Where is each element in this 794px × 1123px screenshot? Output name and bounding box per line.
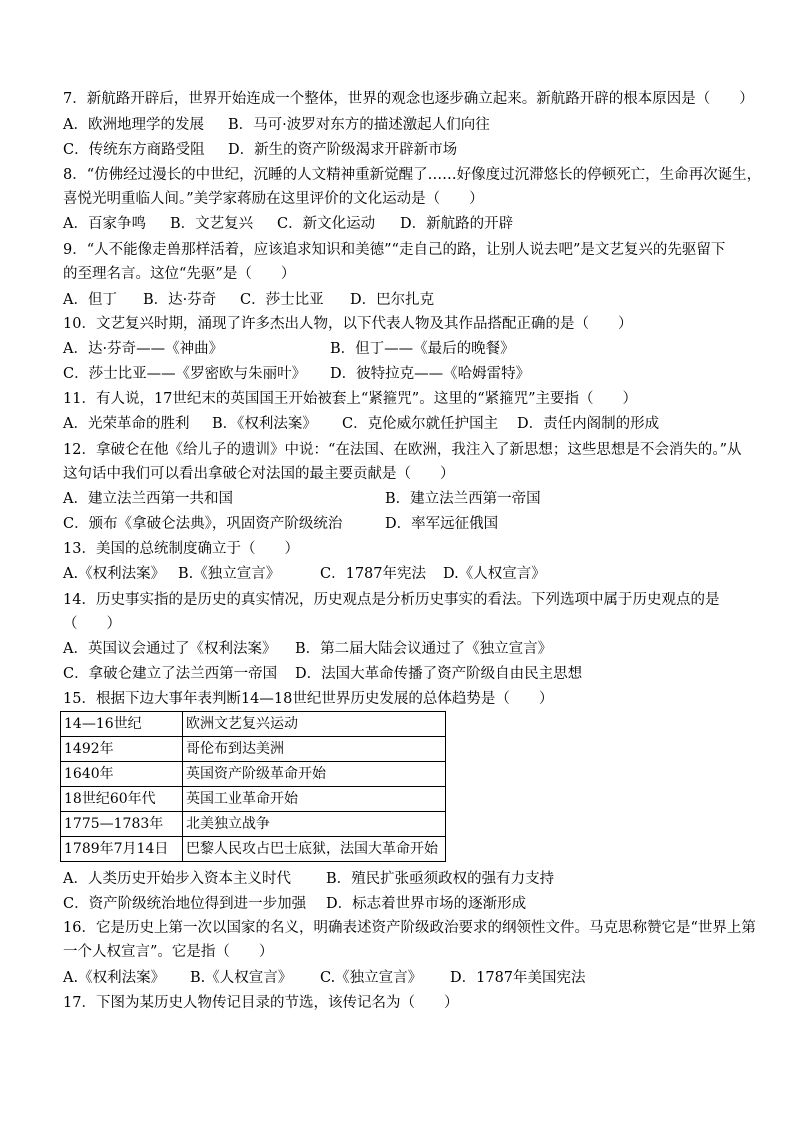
question-8-stem-line-1: 8．“仿佛经过漫长的中世纪，沉睡的人文精神重新觉醒了……好像度过沉滞悠长的停顿死亡，生命再次诞生， — [63, 167, 762, 183]
question-7-stem: 7．新航路开辟后，世界开始连成一个整体，世界的观念也逐步确立起来。新航路开辟的根本原因是（ ） — [63, 91, 754, 107]
table-row — [61, 837, 446, 862]
question-12-option-c: C．颁布《拿破仑法典》，巩固资产阶级统治 — [63, 516, 343, 532]
question-14-option-d: D．法国大革命传播了资产阶级自由民主思想 — [295, 666, 583, 682]
question-15-stem: 15．根据下边大事年表判断14—18世纪世界历史发展的总体趋势是（ ） — [63, 691, 554, 707]
question-16-stem-line-2: 一个人权宣言”。它是指（ ） — [63, 944, 274, 960]
question-9-option-d: D．巴尔扎克 — [350, 292, 435, 308]
question-13-option-d: D.《人权宣言》 — [443, 566, 546, 582]
table-cell-date: 18世纪60年代 — [61, 787, 183, 812]
question-12-stem-line-1: 12．拿破仑在他《给儿子的遗训》中说：“在法国、在欧洲，我注入了新思想；这些思想是不会消失的。”从 — [63, 442, 742, 458]
question-9-option-a: A．但丁 — [63, 292, 117, 308]
question-8-option-a: A．百家争鸣 — [63, 216, 146, 232]
question-12-stem-line-2: 这句话中我们可以看出拿破仑对法国的最主要贡献是（ ） — [63, 466, 455, 482]
question-10-stem: 10．文艺复兴时期，涌现了许多杰出人物，以下代表人物及其作品搭配正确的是（ ） — [63, 316, 633, 332]
question-14-option-c: C．拿破仑建立了法兰西第一帝国 — [63, 666, 278, 682]
question-11-option-c: C．克伦威尔就任护国主 — [342, 416, 499, 432]
question-13-option-a: A.《权利法案》 — [63, 566, 166, 582]
question-8-option-c: C．新文化运动 — [277, 216, 376, 232]
question-11-option-d: D．责任内阁制的形成 — [517, 416, 660, 432]
question-15-option-d: D．标志着世界市场的逐渐形成 — [326, 896, 527, 912]
question-15-option-a: A．人类历史开始步入资本主义时代 — [63, 871, 291, 887]
table-row — [61, 712, 446, 737]
table-cell-date: 1492年 — [61, 737, 183, 762]
question-11-option-b: B．《权利法案》 — [212, 416, 317, 432]
question-12-option-d: D．率军远征俄国 — [385, 516, 499, 532]
question-17-stem: 17．下图为某历史人物传记目录的节选，该传记名为（ ） — [63, 995, 459, 1011]
table-cell-date: 1640年 — [61, 762, 183, 787]
question-15-option-b: B．殖民扩张亟须政权的强有力支持 — [326, 871, 555, 887]
table-cell-date: 14—16世纪 — [61, 712, 183, 737]
table-row — [61, 737, 446, 762]
chronology-table — [60, 711, 446, 862]
question-8-option-b: B．文艺复兴 — [170, 216, 254, 232]
table-cell-event: 欧洲文艺复兴运动 — [183, 712, 446, 737]
question-7-option-d: D．新生的资产阶级渴求开辟新市场 — [228, 142, 458, 158]
question-15-option-c: C．资产阶级统治地位得到进一步加强 — [63, 896, 307, 912]
question-9-option-b: B．达·芬奇 — [143, 292, 217, 308]
question-16-option-d: D．1787年美国宪法 — [450, 970, 586, 986]
table-cell-event: 哥伦布到达美洲 — [183, 737, 446, 762]
question-7-option-a: A．欧洲地理学的发展 — [63, 117, 204, 133]
question-12-option-b: B．建立法兰西第一帝国 — [385, 491, 541, 507]
table-cell-event: 英国资产阶级革命开始 — [183, 762, 446, 787]
question-12-option-a: A．建立法兰西第一共和国 — [63, 491, 233, 507]
table-row — [61, 812, 446, 837]
question-14-option-a: A．英国议会通过了《权利法案》 — [63, 641, 277, 657]
table-cell-event: 英国工业革命开始 — [183, 787, 446, 812]
question-16-option-a: A.《权利法案》 — [63, 970, 166, 986]
question-10-option-a: A．达·芬奇——《神曲》 — [63, 341, 224, 357]
question-8-stem-line-2: 喜悦光明重临人间。”美学家蒋励在这里评价的文化运动是（ ） — [63, 191, 484, 207]
table-cell-event: 巴黎人民攻占巴士底狱，法国大革命开始 — [183, 837, 446, 862]
question-16-option-c: C.《独立宣言》 — [320, 970, 423, 986]
question-9-stem-line-2: 的至理名言。这位“先驱”是（ ） — [63, 266, 296, 282]
table-cell-event: 北美独立战争 — [183, 812, 446, 837]
table-cell-date: 1775—1783年 — [61, 812, 183, 837]
table-cell-date: 1789年7月14日 — [61, 837, 183, 862]
question-7-option-b: B．马可·波罗对东方的描述激起人们向往 — [228, 117, 490, 133]
question-11-option-a: A．光荣革命的胜利 — [63, 416, 190, 432]
question-10-option-b: B．但丁——《最后的晚餐》 — [330, 341, 515, 357]
table-row — [61, 787, 446, 812]
table-row — [61, 762, 446, 787]
question-10-option-d: D．彼特拉克——《哈姆雷特》 — [330, 366, 531, 382]
question-10-option-c: C．莎士比亚——《罗密欧与朱丽叶》 — [63, 366, 307, 382]
question-8-option-d: D．新航路的开辟 — [400, 216, 514, 232]
question-9-stem-line-1: 9．“人不能像走兽那样活着，应该追求知识和美德”“走自己的路，让别人说去吧”是文艺复兴的先驱留下 — [63, 242, 726, 258]
question-14-stem-line-2: （ ） — [63, 616, 121, 632]
question-13-option-b: B.《独立宣言》 — [178, 566, 281, 582]
question-16-option-b: B.《人权宣言》 — [190, 970, 293, 986]
question-9-option-c: C．莎士比亚 — [240, 292, 324, 308]
question-14-stem-line-1: 14．历史事实指的是历史的真实情况，历史观点是分析历史事实的看法。下列选项中属于历史观点的是 — [63, 592, 720, 608]
question-13-stem: 13．美国的总统制度确立于（ ） — [63, 541, 299, 557]
question-16-stem-line-1: 16．它是历史上第一次以国家的名义，明确表述资产阶级政治要求的纲领性文件。马克思称赞它是“世界上第 — [63, 920, 756, 936]
question-13-option-c: C．1787年宪法 — [320, 566, 426, 582]
question-14-option-b: B．第二届大陆会议通过了《独立宣言》 — [295, 641, 553, 657]
question-11-stem: 11．有人说，17世纪末的英国国王开始被套上“紧箍咒”。这里的“紧箍咒”主要指（ ） — [63, 391, 638, 407]
question-7-option-c: C．传统东方商路受阻 — [63, 142, 205, 158]
